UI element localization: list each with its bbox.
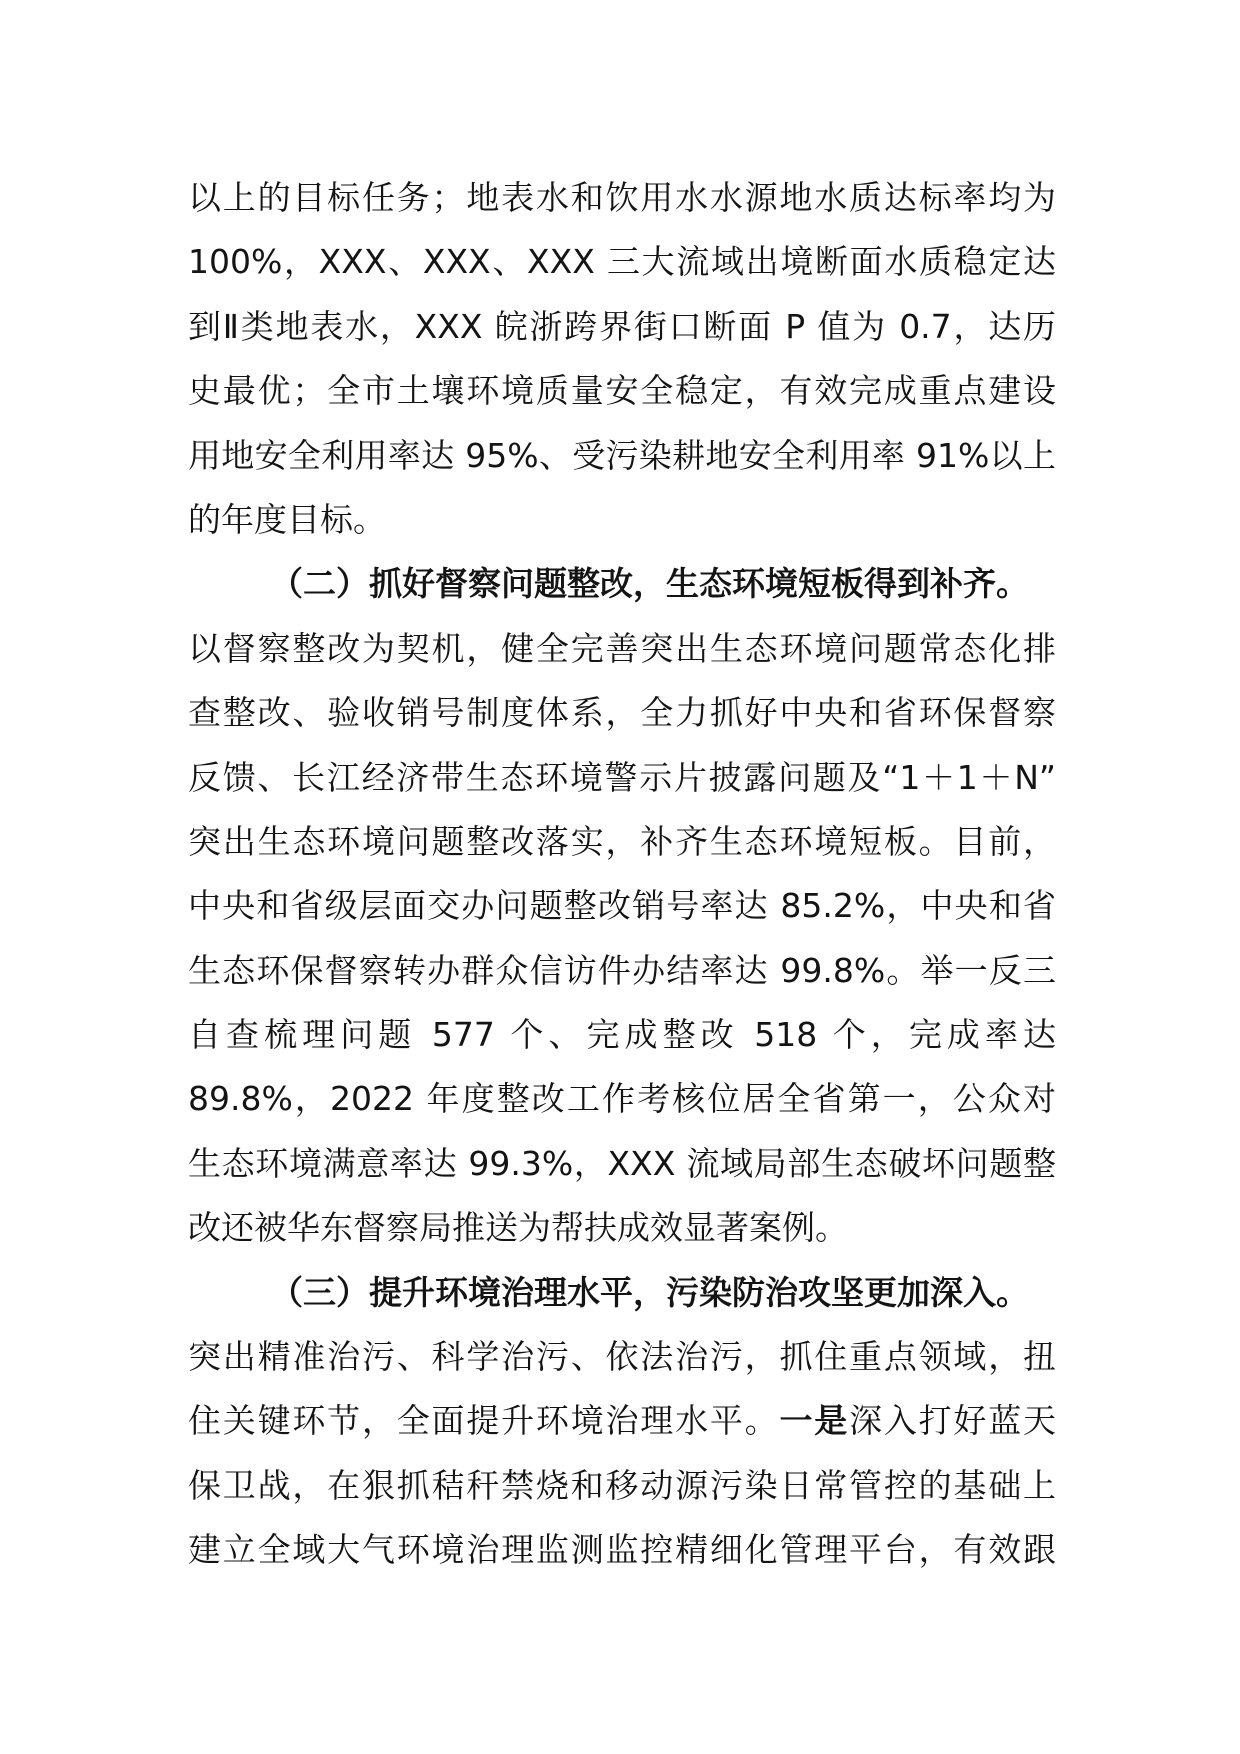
text-line: 突出精准治污、科学治污、依法治污，抓住重点领域，扭 (188, 1337, 1056, 1377)
text-line: 建立全域大气环境治理监测监控精细化管理平台，有效跟 (188, 1530, 1056, 1570)
text-line: 以上的目标任务；地表水和饮用水水源地水质达标率均为 (188, 178, 1056, 217)
section-heading-2: （二）抓好督察问题整改，生态环境短板得到补齐。 (270, 564, 1029, 604)
text-line: 89.8%，2022 年度整改工作考核位居全省第一，公众对 (188, 1079, 1056, 1119)
text-line (188, 1389, 1056, 1453)
text-line: 反馈、长江经济带生态环境警示片披露问题及“1＋1＋N” (188, 757, 1056, 797)
text-run: 住关键环节，全面提升环境治理水平。 (188, 1401, 780, 1441)
text-line: 自查梳理问题 577 个、完成整改 518 个，完成率达 (188, 1015, 1056, 1055)
paragraph-3 (188, 1325, 1056, 1583)
text-line: 的年度目标。 (188, 499, 386, 539)
body-text (188, 166, 1056, 1583)
emphasis-label: 一是 (779, 1401, 850, 1441)
text-line: 到Ⅱ类地表水，XXX 皖浙跨界街口断面 P 值为 0.7，达历 (188, 306, 1056, 346)
text-line: 生态环保督察转办群众信访件办结率达 99.8%。举一反三 (188, 950, 1056, 990)
text-line: 用地安全利用率达 95%、受污染耕地安全利用率 91%以上 (188, 435, 1056, 475)
text-line: 以督察整改为契机，健全完善突出生态环境问题常态化排 (188, 628, 1056, 668)
text-line: 史最优；全市土壤环境质量安全稳定，有效完成重点建设 (188, 371, 1056, 411)
text-line: 改还被华东督察局推送为帮扶成效显著案例。 (188, 1208, 848, 1248)
paragraph-2 (188, 617, 1056, 1261)
section-heading-3: （三）提升环境治理水平，污染防治攻坚更加深入。 (270, 1272, 1029, 1312)
text-line: 突出生态环境问题整改落实，补齐生态环境短板。目前， (188, 821, 1056, 861)
text-line: 生态环境满意率达 99.3%，XXX 流域局部生态破坏问题整 (188, 1143, 1056, 1183)
text-line: 查整改、验收销号制度体系，全力抓好中央和省环保督察 (188, 693, 1056, 733)
text-line: 100%，XXX、XXX、XXX 三大流域出境断面水质稳定达 (188, 242, 1056, 282)
text-line: 中央和省级层面交办问题整改销号率达 85.2%，中央和省 (188, 886, 1056, 926)
text-line: 保卫战，在狠抓秸秆禁烧和移动源污染日常管控的基础上 (188, 1465, 1056, 1505)
paragraph-1 (188, 166, 1056, 552)
text-run: 深入打好蓝天 (849, 1401, 1057, 1441)
